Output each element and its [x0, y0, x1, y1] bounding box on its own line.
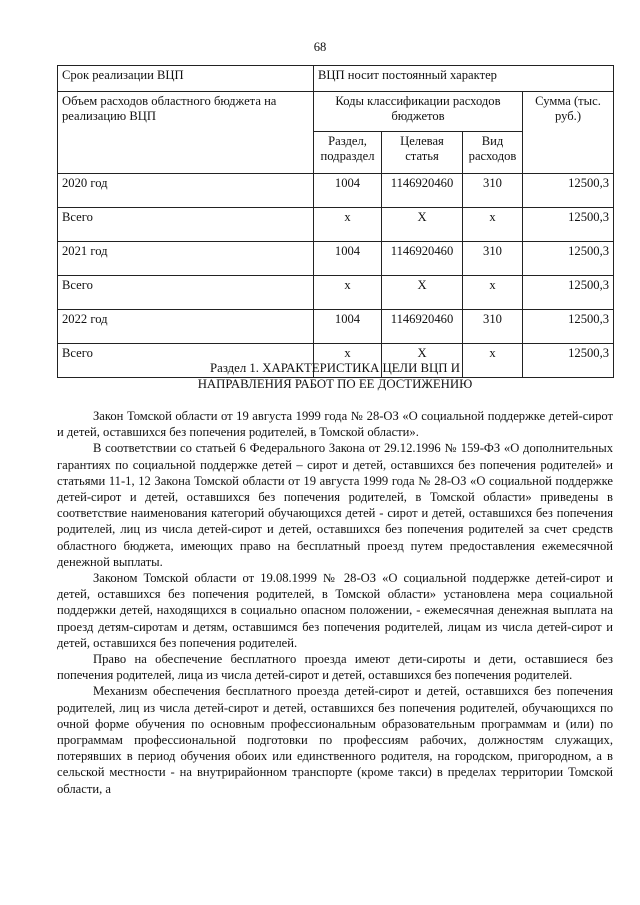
sub-header-type: Вид расходов	[463, 132, 523, 174]
paragraph: В соответствии со статьей 6 Федерального Закона от 29.12.1996 № 159-ФЗ «О дополнительных гарантиях по социальной поддержке детей – сирот и детей, оставшихся без попечения родителей» и статьями 11-1, 12 Закона Томской области от 19 августа 1999 года № 28-ОЗ «О социальной поддержке детей-сирот и детей, оставшихся без попечения родителей, в Томской области» приведены в соответствие наименования категорий обучающихся детей - сирот и детей, оставшихся без попечения родителей, лиц из числа детей-сирот и детей, оставшихся без попечения родителей за счет средств областного бюджета, имеющих право на бесплатный проезд путем предоставления ежемесячной денежной выплаты.	[57, 441, 613, 569]
paragraph: Право на обеспечение бесплатного проезда имеют дети-сироты и дети, оставшиеся без попечения родителей, лица из числа детей-сирот и детей, оставшихся без попечения родителей.	[57, 652, 613, 683]
paragraph: Законом Томской области от 19.08.1999 № 28-ОЗ «О социальной поддержке детей-сирот и детей, оставшихся без попечения родителей, в Томской области» установлена мера социальной поддержки детей, находящихся в социально опасном положении, - ежемесячная денежная выплата на проезд детям-сиротам и детям, оставшимся без попечения родителей, лицам из числа детей-сирот и детей, оставшихся без попечения родителей.	[57, 571, 613, 650]
sum-header: Сумма (тыс. руб.)	[523, 92, 614, 174]
row-label: 2020 год	[58, 174, 314, 208]
row-type: 310	[463, 242, 523, 276]
row-type: x	[463, 276, 523, 310]
table-row	[58, 66, 614, 92]
row-section: x	[314, 208, 382, 242]
row-label: Всего	[58, 344, 314, 378]
table-row	[58, 208, 614, 242]
section-title	[57, 360, 613, 392]
row-target: 1146920460	[382, 174, 463, 208]
row-sum: 12500,3	[523, 174, 614, 208]
row-sum: 12500,3	[523, 310, 614, 344]
row-target: 1146920460	[382, 310, 463, 344]
body-text	[57, 408, 613, 797]
expense-label: Объем расходов областного бюджета на реализацию ВЦП	[58, 92, 314, 174]
row-section: 1004	[314, 174, 382, 208]
sub-header-section: Раздел, подраздел	[314, 132, 382, 174]
row-type: 310	[463, 310, 523, 344]
table-row	[58, 92, 614, 132]
row-sum: 12500,3	[523, 242, 614, 276]
row-type: x	[463, 344, 523, 378]
row-section: 1004	[314, 310, 382, 344]
row-section: x	[314, 344, 382, 378]
row-type: 310	[463, 174, 523, 208]
codes-header: Коды классификации расходов бюджетов	[314, 92, 523, 132]
row-label: Всего	[58, 208, 314, 242]
row-label: 2021 год	[58, 242, 314, 276]
sub-header-target: Целевая статья	[382, 132, 463, 174]
period-value: ВЦП носит постоянный характер	[314, 66, 614, 92]
row-type: x	[463, 208, 523, 242]
section-title-line: Раздел 1. ХАРАКТЕРИСТИКА ЦЕЛИ ВЦП И	[210, 361, 460, 375]
row-target: 1146920460	[382, 242, 463, 276]
row-target: X	[382, 208, 463, 242]
row-sum: 12500,3	[523, 344, 614, 378]
row-label: 2022 год	[58, 310, 314, 344]
table-row	[58, 276, 614, 310]
budget-table	[57, 65, 614, 378]
paragraph: Закон Томской области от 19 августа 1999 года № 28-ОЗ «О социальной поддержке детей-сирот и детей, оставшихся без попечения родителей, в Томской области».	[57, 409, 613, 440]
row-label: Всего	[58, 276, 314, 310]
row-target: X	[382, 276, 463, 310]
section-title-line: НАПРАВЛЕНИЯ РАБОТ ПО ЕЕ ДОСТИЖЕНИЮ	[197, 377, 473, 391]
table-row	[58, 174, 614, 208]
row-target: X	[382, 344, 463, 378]
period-label: Срок реализации ВЦП	[58, 66, 314, 92]
row-section: x	[314, 276, 382, 310]
table-row	[58, 310, 614, 344]
page-number: 68	[313, 40, 327, 54]
table-row	[58, 242, 614, 276]
paragraph: Механизм обеспечения бесплатного проезда детей-сирот и детей, оставшихся без попечения родителей, лиц из числа детей-сирот и детей, оставшихся без попечения родителей, обучающихся по очной форме обучения по основным профессиональным образовательным программам и (или) по программам профессиональной подготовки по профессиям рабочих, должностям служащих, потерявших в период обучения обоих или единственного родителя, на городском, пригородном, а в сельской местности - на внутрирайонном транспорте (кроме такси) в пределах территории Томской области, а	[57, 684, 613, 796]
row-sum: 12500,3	[523, 276, 614, 310]
row-section: 1004	[314, 242, 382, 276]
row-sum: 12500,3	[523, 208, 614, 242]
